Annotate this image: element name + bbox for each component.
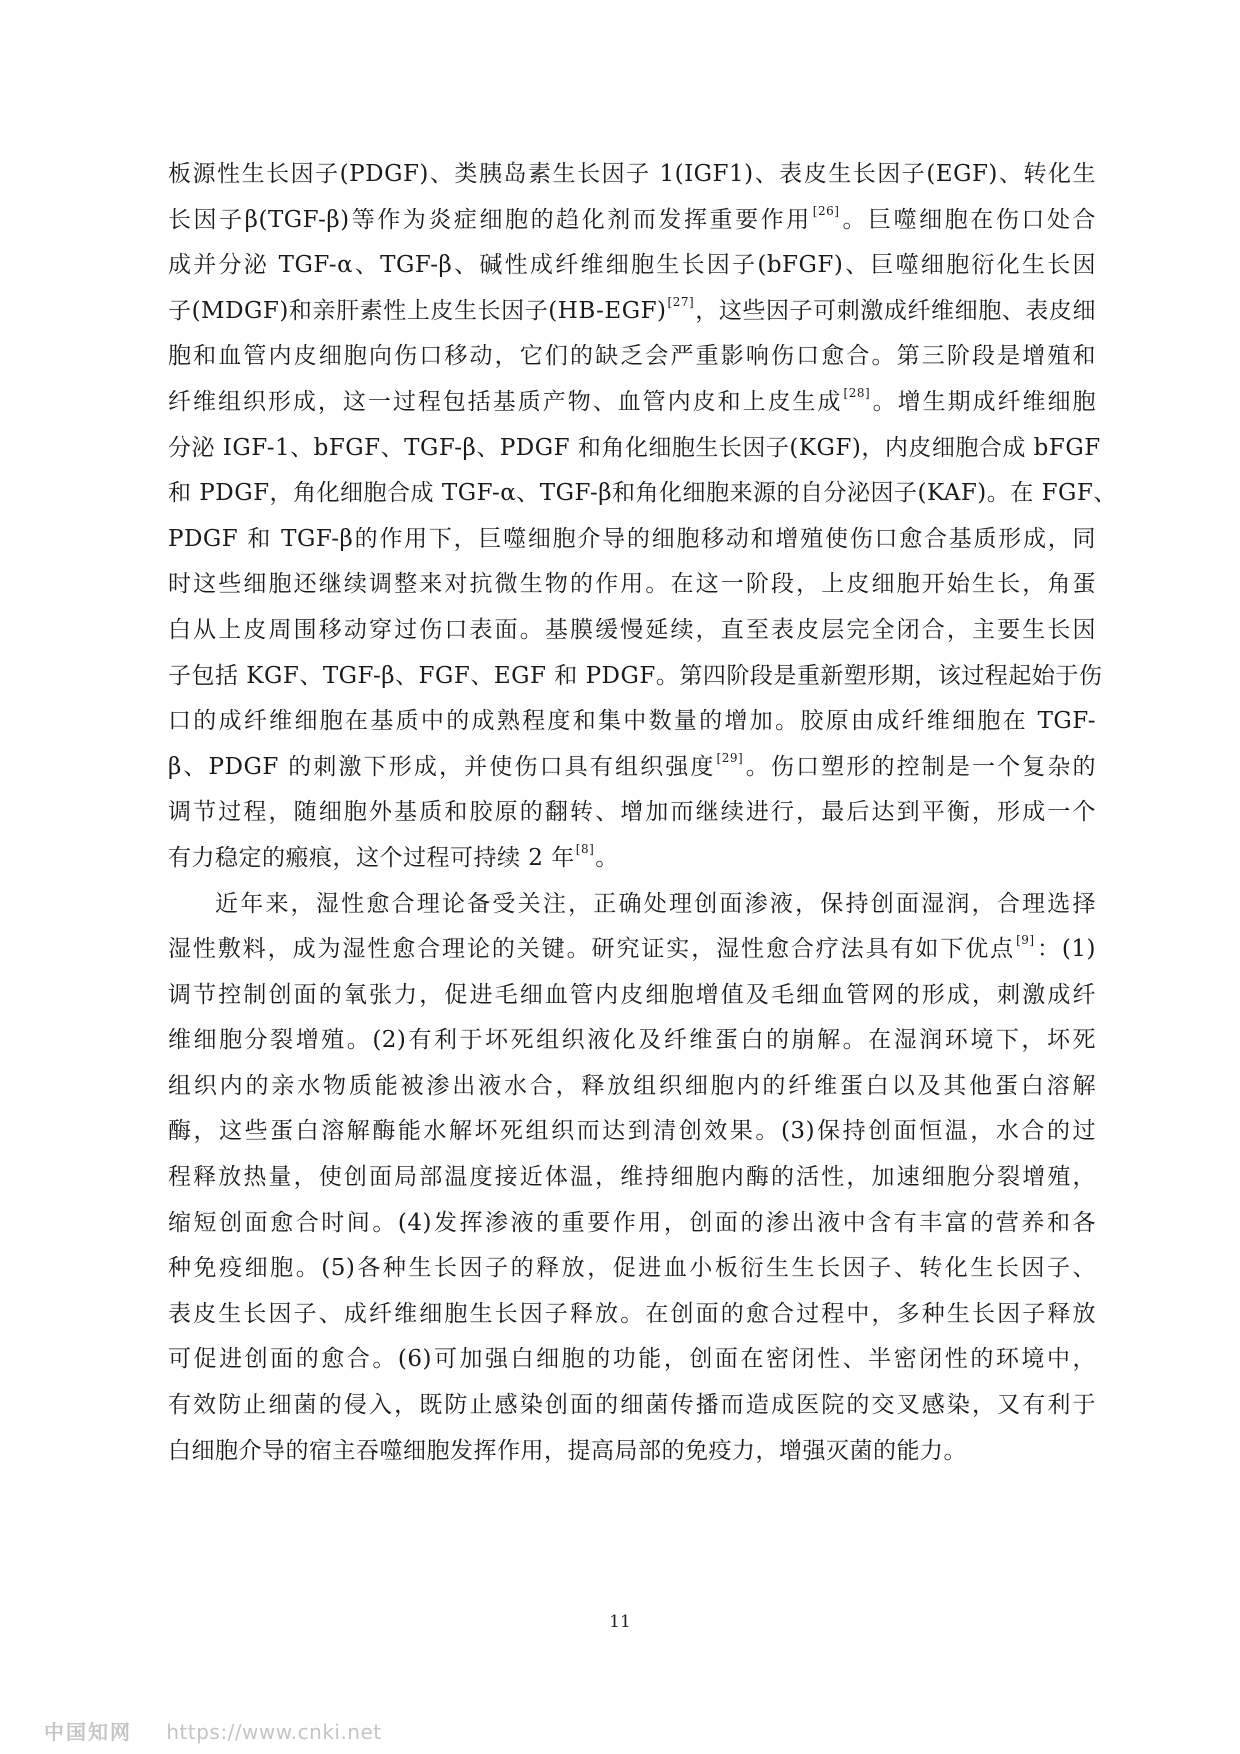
cnki-watermark	[44, 1716, 382, 1745]
text-segment: 湿性敷料，成为湿性愈合理论的关键。研究证实，湿性愈合疗法具有如下优点	[168, 936, 1016, 963]
text-segment: 子包括 KGF、TGF-β、FGF、EGF 和 PDGF。第四阶段是重新塑形期，该过程起始于伤	[168, 662, 1103, 689]
citation-ref: [29]	[716, 751, 744, 766]
text-segment: 时这些细胞还继续调整来对抗微生物的作用。在这一阶段，上皮细胞开始生长，角蛋	[168, 571, 1096, 598]
text-segment: 近年来，湿性愈合理论备受关注，正确处理创面渗液，保持创面湿润，合理选择	[215, 890, 1096, 917]
text-line	[168, 1429, 1096, 1475]
text-segment: 板源性生长因子(PDGF)、类胰岛素生长因子 1(IGF1)、表皮生长因子(EGF)、转化生	[168, 161, 1096, 187]
text-segment: 白从上皮周围移动穿过伤口表面。基膜缓慢延续，直至表皮层完全闭合，主要生长因	[168, 616, 1096, 643]
text-segment: 表皮生长因子、成纤维细胞生长因子释放。在创面的愈合过程中，多种生长因子释放	[168, 1300, 1096, 1327]
text-line	[168, 1292, 1096, 1338]
text-segment: 缩短创面愈合时间。(4)发挥渗液的重要作用，创面的渗出液中含有丰富的营养和各	[168, 1209, 1096, 1236]
text-segment: 程释放热量，使创面局部温度接近体温，维持细胞内酶的活性，加速细胞分裂增殖，	[168, 1164, 1096, 1191]
text-line	[168, 1155, 1096, 1201]
text-line	[168, 608, 1096, 654]
text-segment: ，这些因子可刺激成纤维细胞、表皮细	[695, 297, 1097, 324]
text-line	[168, 198, 1096, 244]
text-segment: 长因子β(TGF-β)等作为炎症细胞的趋化剂而发挥重要作用	[168, 206, 812, 233]
text-line	[168, 289, 1096, 335]
text-segment: 子(MDGF)和亲肝素性上皮生长因子(HB-EGF)	[168, 297, 667, 324]
text-segment: 种免疫细胞。(5)各种生长因子的释放，促进血小板衍生生长因子、转化生长因子、	[168, 1255, 1096, 1282]
text-line	[168, 699, 1096, 745]
citation-ref: [28]	[843, 386, 871, 401]
text-segment: 。	[595, 844, 619, 871]
text-line	[168, 471, 1117, 517]
text-line	[168, 927, 1096, 973]
text-segment: ：(1)	[1035, 936, 1096, 963]
text-segment: 有效防止细菌的侵入，既防止感染创面的细菌传播而造成医院的交叉感染，又有利于	[168, 1392, 1096, 1419]
text-line	[168, 1383, 1096, 1429]
text-segment: 调节过程，随细胞外基质和胶原的翻转、增加而继续进行，最后达到平衡，形成一个	[168, 799, 1096, 826]
text-segment: 成并分泌 TGF-α、TGF-β、碱性成纤维细胞生长因子(bFGF)、巨噬细胞衍化生长因	[168, 252, 1096, 279]
text-line	[168, 1246, 1096, 1292]
text-line	[168, 1337, 1096, 1383]
text-line	[168, 1018, 1096, 1064]
text-segment: 。增生期成纤维细胞	[871, 388, 1097, 415]
text-segment: 。巨噬细胞在伤口处合	[840, 206, 1097, 233]
text-segment: 组织内的亲水物质能被渗出液水合，释放组织细胞内的纤维蛋白以及其他蛋白溶解	[168, 1072, 1096, 1099]
text-segment: 分泌 IGF-1、bFGF、TGF-β、PDGF 和角化细胞生长因子(KGF)，内皮细胞合成 bFGF	[168, 434, 1101, 461]
text-segment: 可促进创面的愈合。(6)可加强白细胞的功能，创面在密闭性、半密闭性的环境中，	[168, 1346, 1096, 1373]
text-line	[168, 790, 1096, 836]
text-line	[168, 243, 1096, 289]
text-line	[168, 517, 1096, 563]
text-line	[168, 152, 1096, 198]
text-segment: 有力稳定的瘢痕，这个过程可持续 2 年	[168, 844, 575, 871]
text-segment: 维细胞分裂增殖。(2)有利于坏死组织液化及纤维蛋白的崩解。在湿润环境下，坏死	[168, 1027, 1096, 1054]
text-segment: 和 PDGF，角化细胞合成 TGF-α、TGF-β和角化细胞来源的自分泌因子(KAF)。在 FGF、	[168, 480, 1117, 507]
text-line	[168, 380, 1096, 426]
text-segment: 。伤口塑形的控制是一个复杂的	[744, 753, 1097, 780]
body-text	[168, 152, 1117, 1474]
citation-ref: [8]	[575, 842, 595, 857]
watermark-url: https://www.cnki.net	[166, 1720, 382, 1744]
text-line	[168, 1064, 1096, 1110]
text-line	[168, 1201, 1096, 1247]
text-line	[168, 745, 1096, 791]
text-line	[168, 882, 1096, 928]
text-line	[168, 836, 1096, 882]
text-segment: PDGF 和 TGF-β的作用下，巨噬细胞介导的细胞移动和增殖使伤口愈合基质形成，同	[168, 525, 1096, 552]
text-segment: 口的成纤维细胞在基质中的成熟程度和集中数量的增加。胶原由成纤维细胞在 TGF-	[168, 708, 1096, 735]
citation-ref: [9]	[1016, 933, 1035, 948]
text-line	[168, 654, 1103, 700]
text-segment: β、PDGF 的刺激下形成，并使伤口具有组织强度	[168, 753, 716, 780]
citation-ref: [27]	[667, 295, 695, 310]
text-segment: 胞和血管内皮细胞向伤口移动，它们的缺乏会严重影响伤口愈合。第三阶段是增殖和	[168, 343, 1096, 370]
text-segment: 调节控制创面的氧张力，促进毛细血管内皮细胞增值及毛细血管网的形成，刺激成纤	[168, 981, 1096, 1008]
citation-ref: [26]	[812, 203, 840, 218]
text-line	[168, 334, 1096, 380]
text-line	[168, 562, 1096, 608]
text-segment: 纤维组织形成，这一过程包括基质产物、血管内皮和上皮生成	[168, 388, 843, 415]
page-number: 11	[609, 1612, 631, 1632]
text-line	[168, 426, 1101, 472]
text-line	[168, 973, 1096, 1019]
text-segment: 白细胞介导的宿主吞噬细胞发挥作用，提高局部的免疫力，增强灭菌的能力。	[168, 1437, 967, 1464]
watermark-brand: 中国知网	[44, 1720, 132, 1744]
text-line	[168, 1109, 1096, 1155]
text-segment: 酶，这些蛋白溶解酶能水解坏死组织而达到清创效果。(3)保持创面恒温，水合的过	[168, 1118, 1096, 1145]
